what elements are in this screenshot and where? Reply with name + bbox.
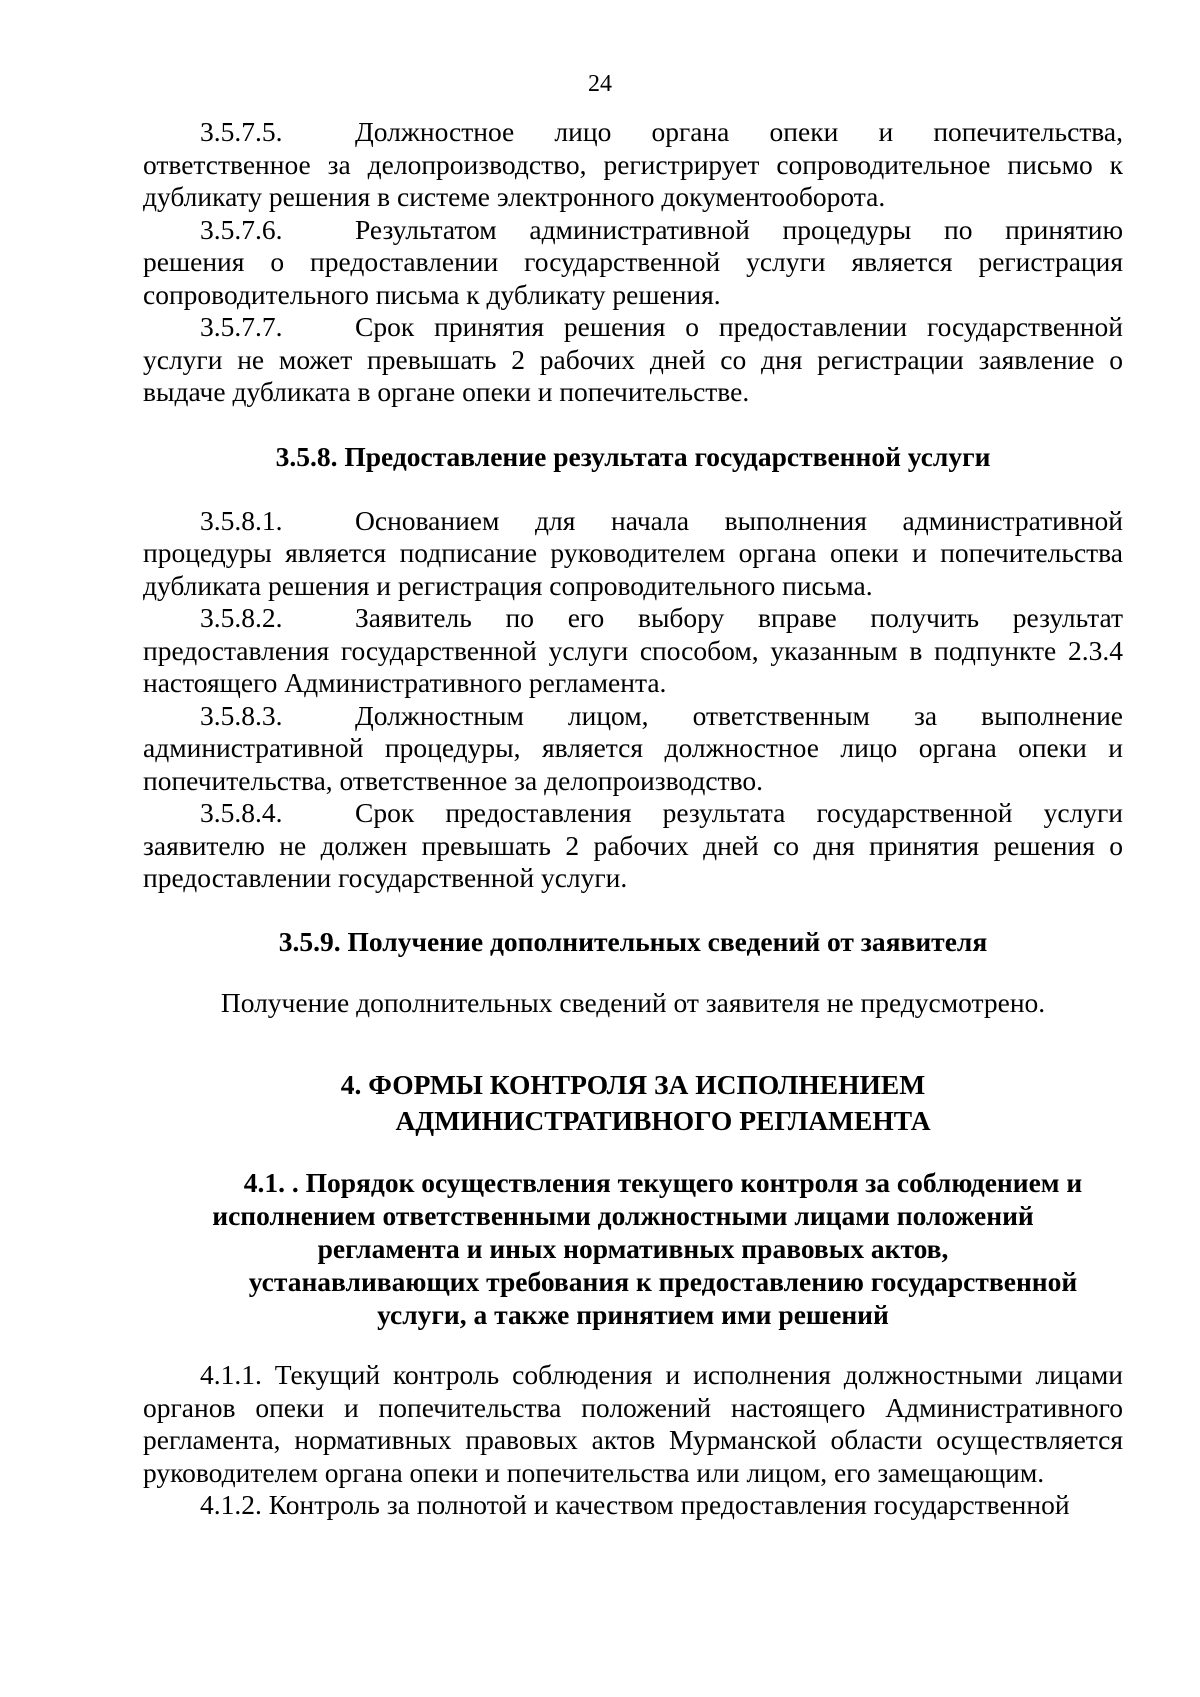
paragraph-3-5-9: Получение дополнительных сведений от заявителя не предусмотрено. (220, 986, 1046, 1018)
heading-4-1 (143, 1166, 1123, 1331)
heading-line: исполнением ответственными должностными лицами положений (212, 1200, 1034, 1231)
chapter-heading-line: АДМИНИСТРАТИВНОГО РЕГЛАМЕНТА (395, 1105, 931, 1136)
paragraph-text: Основанием для начала выполнения административной процедуры является подписание руководителем органа опеки и попечительства дубликата решения и регистрация сопроводительного письма. (143, 504, 1123, 601)
heading-line: регламента и иных нормативных правовых актов, (317, 1233, 949, 1264)
paragraph-text: Должностным лицом, ответственным за выполнение административной процедуры, является должностное лицо органа опеки и попечительства, ответственное за делопроизводство. (143, 699, 1123, 796)
paragraph-number: 3.5.7.5. (200, 116, 283, 147)
paragraph-number: 3.5.8.4. (200, 797, 283, 828)
chapter-heading-line: 4. ФОРМЫ КОНТРОЛЯ ЗА ИСПОЛНЕНИЕМ (340, 1069, 926, 1100)
paragraph-3-5-8-2 (143, 602, 1123, 700)
paragraph-4-1-2: 4.1.2. Контроль за полнотой и качеством предоставления государственной (200, 1489, 1070, 1520)
paragraph-number: 3.5.8.1. (200, 504, 283, 536)
paragraph-text: Заявитель по его выбору вправе получить результат предоставления государственной услуги способом, указанным в подпункте 2.3.4 настоящего Административного регламента. (143, 602, 1123, 698)
paragraph-number: 3.5.7.7. (200, 311, 283, 342)
document-body (143, 116, 1123, 1522)
paragraph-text: Должностное лицо органа опеки и попечительства, ответственное за делопроизводство, регистрирует сопроводительное письмо к дубликату решения в системе электронного документооборота. (143, 116, 1123, 212)
heading-line: устанавливающих требования к предоставлению государственной (248, 1266, 1078, 1297)
paragraph-4-1-1: 4.1.1. Текущий контроль соблюдения и исполнения должностными лицами органов опеки и попечительства положений настоящего Административного регламента, нормативных правовых актов Мурманской области осуществляется руководителем органа опеки и попечительства или лицом, его замещающим. (143, 1359, 1123, 1488)
paragraph-3-5-8-4 (143, 797, 1123, 895)
paragraph-text: Результатом административной процедуры по принятию решения о предоставлении государственной услуги является регистрация сопроводительного письма к дубликату решения. (143, 213, 1123, 310)
chapter-heading-4 (143, 1067, 1123, 1139)
page-number: 24 (588, 71, 612, 97)
paragraph-3-5-7-7 (143, 311, 1123, 409)
heading-3-5-8: 3.5.8. Предоставление результата государственной услуги (275, 440, 991, 472)
paragraph-3-5-8-3 (143, 700, 1123, 798)
paragraph-number: 3.5.7.6. (200, 213, 283, 245)
paragraph-text: Срок принятия решения о предоставлении государственной услуги не может превышать 2 рабочих дней со дня регистрации заявление о выдаче дубликата в органе опеки и попечительстве. (143, 311, 1123, 407)
heading-line: услуги, а также принятием ими решений (377, 1299, 889, 1330)
paragraph-3-5-8-1 (143, 505, 1123, 603)
paragraph-3-5-7-5 (143, 116, 1123, 214)
heading-line: 4.1. . Порядок осуществления текущего контроля за соблюдением и (243, 1167, 1083, 1198)
paragraph-number: 3.5.8.3. (200, 699, 283, 731)
paragraph-text: Срок предоставления результата государственной услуги заявителю не должен превышать 2 рабочих дней со дня принятия решения о предоставлении государственной услуги. (143, 797, 1123, 893)
paragraph-3-5-7-6 (143, 214, 1123, 312)
paragraph-number: 3.5.8.2. (200, 602, 283, 633)
heading-3-5-9: 3.5.9. Получение дополнительных сведений от заявителя (278, 925, 988, 957)
